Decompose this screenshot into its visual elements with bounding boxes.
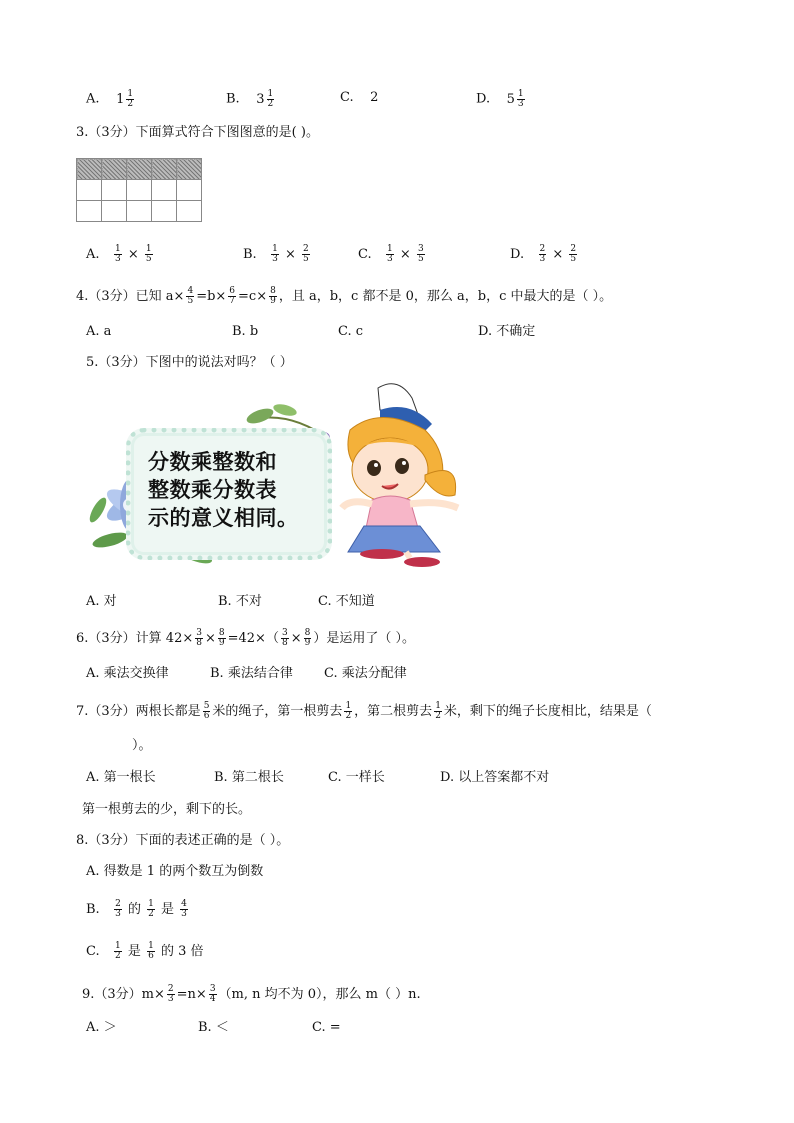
grid-cell-shaded bbox=[77, 159, 102, 180]
stem-text: ，且 a，b，c 都不是 0，那么 a，b，c 中最大的是（ ）。 bbox=[278, 289, 613, 304]
q4-option-d[interactable]: D. 不确定 bbox=[478, 324, 536, 339]
denominator: 6 bbox=[148, 951, 154, 961]
numerator: 3 bbox=[209, 984, 216, 994]
denominator: 2 bbox=[127, 99, 134, 109]
fraction bbox=[114, 942, 122, 961]
denominator: 2 bbox=[115, 951, 121, 961]
times-sign: × bbox=[204, 631, 216, 646]
option-label: D. bbox=[476, 91, 491, 107]
denominator: 3 bbox=[115, 909, 121, 919]
q4-stem bbox=[76, 287, 612, 306]
q2-option-d[interactable] bbox=[476, 90, 527, 109]
grid-cell bbox=[177, 180, 202, 201]
fraction bbox=[271, 245, 279, 264]
denominator: 2 bbox=[267, 99, 274, 109]
q5-option-c[interactable]: C. 不知道 bbox=[318, 594, 375, 609]
option-label: A. bbox=[86, 247, 100, 262]
numerator: 1 bbox=[435, 701, 441, 711]
speech-card-line: 分数乘整数和 bbox=[148, 450, 277, 474]
fraction bbox=[228, 287, 236, 306]
grid-cell-shaded bbox=[177, 159, 202, 180]
q3-option-a[interactable] bbox=[86, 245, 155, 264]
fraction bbox=[126, 90, 134, 109]
numerator: 1 bbox=[115, 941, 121, 951]
q3-stem: 3.（3分）下面算式符合下图图意的是( )。 bbox=[76, 125, 319, 140]
numerator: 4 bbox=[181, 899, 187, 909]
stem-text: 9.（3分）m× bbox=[82, 987, 165, 1002]
numerator: 5 bbox=[203, 701, 210, 711]
whole: 3 bbox=[256, 91, 265, 107]
denominator: 9 bbox=[270, 296, 276, 306]
q7-note: 第一根剪去的少，剩下的长。 bbox=[82, 802, 252, 817]
leaf-shape bbox=[245, 406, 275, 427]
q8-stem: 8.（3分）下面的表述正确的是（ ）。 bbox=[76, 833, 290, 848]
whole: 5 bbox=[506, 91, 515, 107]
fraction bbox=[147, 900, 155, 919]
option-label: C. bbox=[358, 247, 372, 262]
q3-option-b[interactable] bbox=[243, 245, 312, 264]
fraction bbox=[386, 245, 394, 264]
denominator: 9 bbox=[304, 638, 311, 648]
grid-cell bbox=[152, 201, 177, 222]
q7-option-c[interactable]: C. 一样长 bbox=[328, 770, 385, 785]
stem-text: 7.（3分）两根长都是 bbox=[76, 704, 201, 719]
denominator: 5 bbox=[303, 254, 309, 264]
q6-option-b[interactable]: B. 乘法结合律 bbox=[210, 666, 293, 681]
option-label: A. bbox=[86, 91, 100, 107]
fraction bbox=[434, 702, 442, 721]
fraction bbox=[281, 629, 289, 648]
q7-option-d[interactable]: D. 以上答案都不对 bbox=[440, 770, 550, 785]
numerator: 1 bbox=[145, 244, 152, 254]
fraction bbox=[304, 629, 312, 648]
stem-text: 米，剩下的绳子长度相比，结果是（ bbox=[443, 704, 652, 719]
denominator: 8 bbox=[281, 638, 288, 648]
stem-text: 6.（3分）计算 42× bbox=[76, 631, 194, 646]
numerator: 3 bbox=[417, 244, 424, 254]
grid-cell bbox=[102, 180, 127, 201]
q8-option-a[interactable]: A. 得数是 1 的两个数互为倒数 bbox=[86, 864, 264, 879]
fraction bbox=[114, 900, 122, 919]
numerator: 2 bbox=[115, 899, 121, 909]
stem-text: =n× bbox=[176, 987, 207, 1002]
numerator: 8 bbox=[270, 286, 276, 296]
numerator: 1 bbox=[148, 899, 154, 909]
stem-text: =b× bbox=[196, 289, 227, 304]
option-text: 的 3 倍 bbox=[160, 944, 204, 959]
numerator: 2 bbox=[303, 244, 309, 254]
q9-option-b[interactable]: B. ＜ bbox=[198, 1020, 229, 1035]
denominator: 9 bbox=[218, 638, 225, 648]
mixed-number bbox=[116, 90, 136, 109]
q3-option-d[interactable] bbox=[510, 245, 579, 264]
times-sign: × bbox=[127, 247, 139, 262]
q4-option-c[interactable]: C. c bbox=[338, 324, 364, 339]
fraction bbox=[186, 287, 194, 306]
fraction bbox=[114, 245, 122, 264]
numerator: 1 bbox=[127, 89, 134, 99]
option-text: 是 bbox=[161, 902, 175, 917]
fraction bbox=[203, 702, 211, 721]
numerator: 1 bbox=[114, 244, 121, 254]
fraction bbox=[195, 629, 203, 648]
fraction bbox=[209, 985, 217, 1004]
denominator: 2 bbox=[435, 711, 441, 721]
speech-card-line: 整数乘分数表 bbox=[148, 478, 277, 502]
fraction bbox=[147, 942, 155, 961]
grid-cell bbox=[127, 180, 152, 201]
leaf-shape bbox=[272, 402, 298, 418]
cartoon-girl-icon bbox=[342, 384, 458, 567]
numerator: 1 bbox=[272, 244, 278, 254]
q9-option-a[interactable]: A. ＞ bbox=[86, 1020, 117, 1035]
numerator: 1 bbox=[148, 941, 154, 951]
grid-cell bbox=[77, 201, 102, 222]
fraction bbox=[539, 245, 547, 264]
denominator: 5 bbox=[187, 296, 194, 306]
fraction bbox=[269, 287, 277, 306]
fraction bbox=[218, 629, 226, 648]
whole: 1 bbox=[116, 91, 125, 107]
q4-option-a[interactable]: A. a bbox=[86, 324, 112, 339]
denominator: 7 bbox=[229, 296, 236, 306]
fraction bbox=[302, 245, 310, 264]
option-label: B. bbox=[243, 247, 257, 262]
q3-shaded-grid bbox=[76, 158, 202, 222]
times-sign: × bbox=[290, 631, 302, 646]
denominator: 5 bbox=[145, 254, 152, 264]
q5-option-b[interactable]: B. 不对 bbox=[218, 594, 262, 609]
q8-option-c[interactable] bbox=[86, 942, 203, 961]
option-label: C. bbox=[86, 944, 100, 959]
denominator: 3 bbox=[181, 909, 187, 919]
fraction bbox=[517, 90, 525, 109]
denominator: 3 bbox=[114, 254, 121, 264]
mixed-number bbox=[507, 90, 527, 109]
q7-stem-line2: ）。 bbox=[132, 738, 152, 753]
q7-option-b[interactable]: B. 第二根长 bbox=[214, 770, 284, 785]
numerator: 1 bbox=[517, 89, 524, 99]
option-text: 的 bbox=[127, 902, 141, 917]
numerator: 1 bbox=[267, 89, 274, 99]
grid-cell-shaded bbox=[127, 159, 152, 180]
numerator: 2 bbox=[539, 244, 546, 254]
option-value: 2 bbox=[370, 90, 379, 105]
times-sign: × bbox=[399, 247, 411, 262]
q6-option-c[interactable]: C. 乘法分配律 bbox=[324, 666, 407, 681]
stem-text: 米的绳子，第一根剪去 bbox=[212, 704, 343, 719]
numerator: 3 bbox=[196, 628, 202, 638]
fraction bbox=[180, 900, 188, 919]
speech-card-line: 示的意义相同。 bbox=[148, 506, 299, 530]
denominator: 3 bbox=[539, 254, 546, 264]
q2-option-b[interactable] bbox=[226, 90, 276, 109]
q8-option-b[interactable] bbox=[86, 900, 190, 919]
grid-cell-shaded bbox=[152, 159, 177, 180]
mixed-number bbox=[256, 90, 276, 109]
denominator: 3 bbox=[387, 254, 393, 264]
numerator: 2 bbox=[167, 984, 174, 994]
q7-option-a[interactable]: A. 第一根长 bbox=[86, 770, 156, 785]
stem-text: =42×（ bbox=[227, 631, 279, 646]
fraction bbox=[569, 245, 577, 264]
q6-option-a[interactable]: A. 乘法交换律 bbox=[86, 666, 169, 681]
q9-stem bbox=[82, 985, 421, 1004]
denominator: 8 bbox=[196, 638, 202, 648]
stem-text: （m, n 均不为 0），那么 m（ ）n. bbox=[218, 987, 421, 1002]
numerator: 4 bbox=[187, 286, 194, 296]
denominator: 3 bbox=[517, 99, 524, 109]
q5-option-a[interactable]: A. 对 bbox=[86, 594, 117, 609]
denominator: 6 bbox=[203, 711, 210, 721]
option-label: C. bbox=[340, 90, 354, 105]
denominator: 3 bbox=[272, 254, 278, 264]
option-label: D. bbox=[510, 247, 525, 262]
fraction bbox=[267, 90, 275, 109]
numerator: 1 bbox=[387, 244, 393, 254]
option-label: B. bbox=[86, 902, 100, 917]
stem-text: =c× bbox=[238, 289, 268, 304]
grid-cell bbox=[127, 201, 152, 222]
times-sign: × bbox=[284, 247, 296, 262]
q5-stem: 5.（3分）下图中的说法对吗？（ ） bbox=[86, 355, 293, 370]
stem-text: 4.（3分）已知 a× bbox=[76, 289, 185, 304]
fraction bbox=[417, 245, 425, 264]
q9-option-c[interactable]: C. = bbox=[312, 1020, 341, 1035]
grid-cell bbox=[77, 180, 102, 201]
denominator: 2 bbox=[148, 909, 154, 919]
fraction bbox=[145, 245, 153, 264]
grid-cell bbox=[102, 201, 127, 222]
q7-stem bbox=[76, 702, 652, 721]
stem-text: ）是运用了（ ）。 bbox=[313, 631, 415, 646]
numerator: 2 bbox=[570, 244, 577, 254]
denominator: 5 bbox=[417, 254, 424, 264]
option-label: B. bbox=[226, 91, 240, 107]
fraction bbox=[167, 985, 175, 1004]
denominator: 4 bbox=[209, 994, 216, 1004]
numerator: 8 bbox=[304, 628, 311, 638]
grid-cell bbox=[152, 180, 177, 201]
fraction bbox=[344, 702, 352, 721]
denominator: 5 bbox=[570, 254, 577, 264]
q2-option-a[interactable] bbox=[86, 90, 136, 109]
denominator: 3 bbox=[167, 994, 174, 1004]
grid-cell bbox=[177, 201, 202, 222]
denominator: 2 bbox=[345, 711, 352, 721]
q6-stem bbox=[76, 629, 415, 648]
speech-card-text bbox=[148, 448, 299, 532]
times-sign: × bbox=[552, 247, 564, 262]
q3-option-c[interactable] bbox=[358, 245, 427, 264]
stem-text: ，第二根剪去 bbox=[354, 704, 433, 719]
numerator: 3 bbox=[281, 628, 288, 638]
q2-option-c[interactable] bbox=[340, 90, 378, 106]
numerator: 8 bbox=[218, 628, 225, 638]
numerator: 1 bbox=[345, 701, 352, 711]
q4-option-b[interactable]: B. b bbox=[232, 324, 259, 339]
option-text: 是 bbox=[127, 944, 141, 959]
grid-cell-shaded bbox=[102, 159, 127, 180]
numerator: 6 bbox=[229, 286, 236, 296]
